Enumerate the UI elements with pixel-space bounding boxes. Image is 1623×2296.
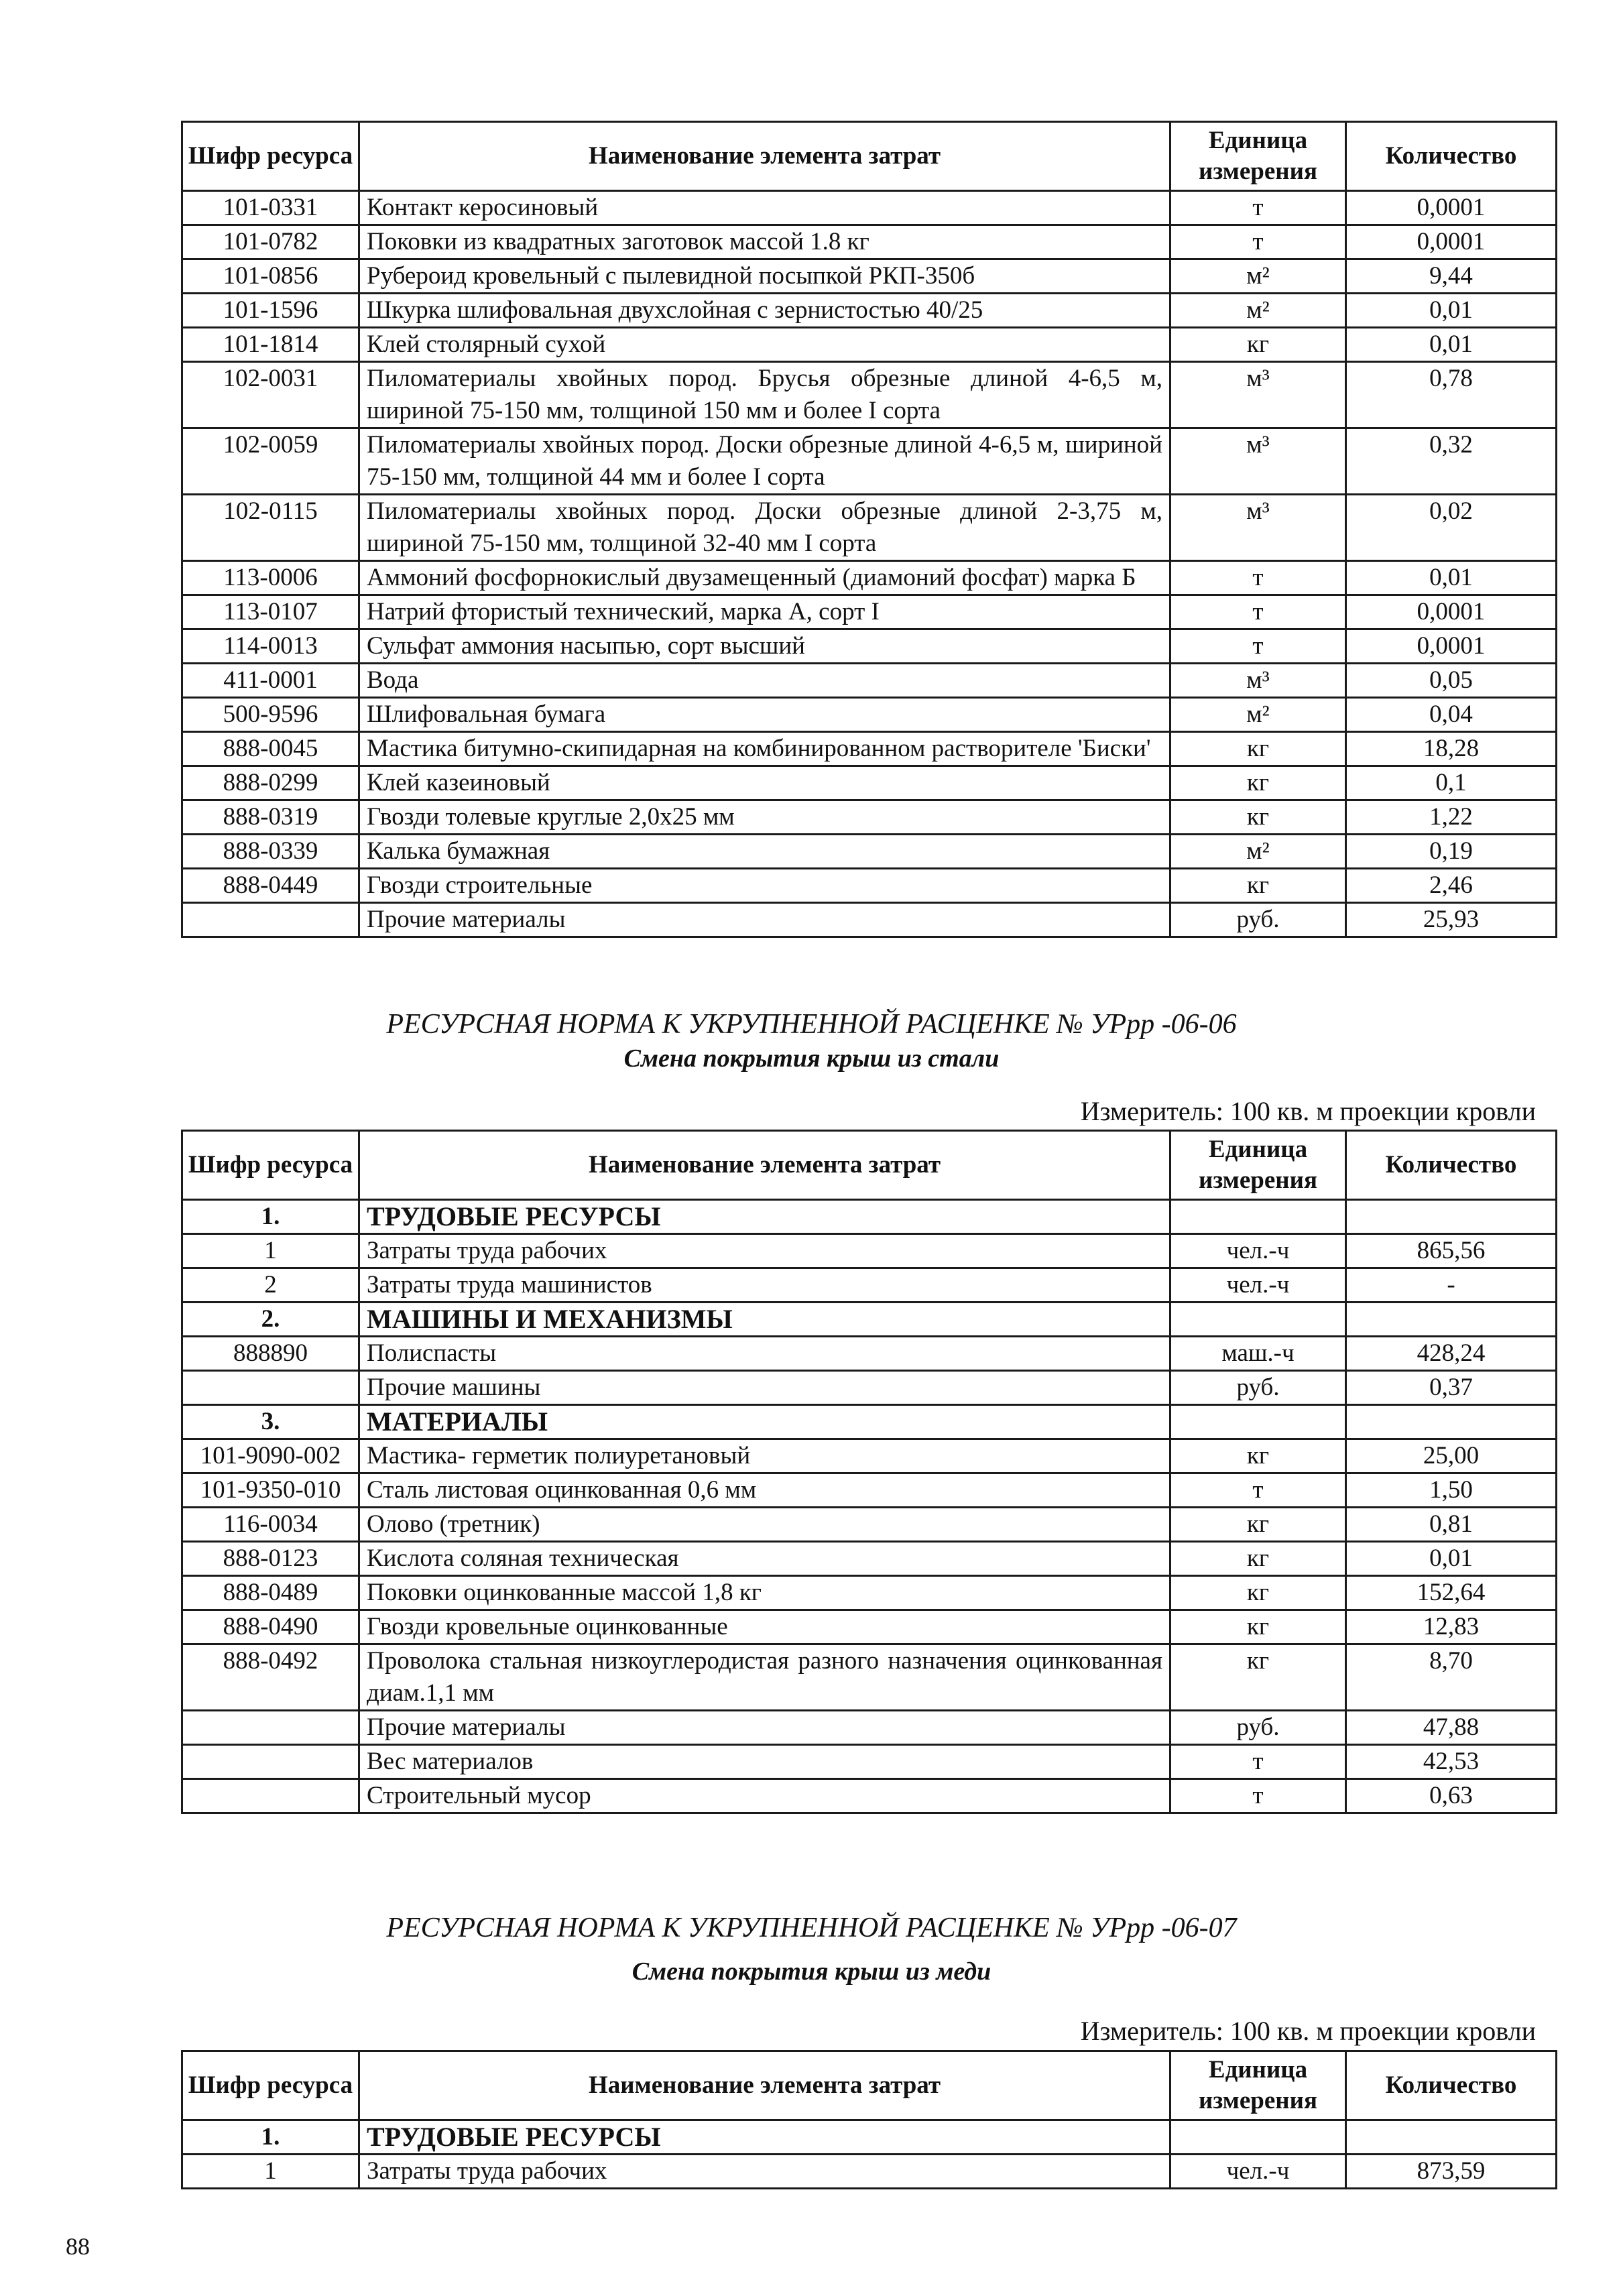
cell-qty: 0,02	[1346, 495, 1557, 561]
section-row	[182, 1405, 1557, 1439]
resources-table-3	[181, 2050, 1557, 2189]
table-header-row	[182, 1131, 1557, 1200]
cell-unit: т	[1170, 225, 1346, 259]
cell-qty: 873,59	[1346, 2155, 1557, 2189]
cell-code	[182, 1779, 359, 1813]
cell-qty: 8,70	[1346, 1644, 1557, 1711]
cell-name: Проволока стальная низкоуглеродистая разного назначения оцинкованная диам.1,1 мм	[359, 1644, 1170, 1711]
cell-name: Гвозди строительные	[359, 869, 1170, 903]
cell-name: Прочие машины	[359, 1371, 1170, 1405]
cell-qty: 865,56	[1346, 1234, 1557, 1268]
table-header-row	[182, 122, 1557, 191]
cell-code: 102-0115	[182, 495, 359, 561]
cell-qty: 42,53	[1346, 1745, 1557, 1779]
cell-unit: т	[1170, 595, 1346, 629]
table-row	[182, 1779, 1557, 1813]
cell-qty: 0,0001	[1346, 225, 1557, 259]
cell-qty: 0,1	[1346, 766, 1557, 800]
cell-unit: кг	[1170, 800, 1346, 835]
section-3-measurer: Измеритель: 100 кв. м проекции кровли	[1080, 2016, 1536, 2046]
header-qty: Количество	[1346, 1131, 1557, 1200]
cell-code: 101-9350-010	[182, 1473, 359, 1508]
cell-unit: м³	[1170, 362, 1346, 428]
cell-code	[182, 1371, 359, 1405]
cell-code: 888-0490	[182, 1610, 359, 1644]
cell-code: 101-0782	[182, 225, 359, 259]
cell-code: 888-0299	[182, 766, 359, 800]
cell-unit	[1170, 1303, 1346, 1337]
cell-unit: чел.-ч	[1170, 1268, 1346, 1303]
table-row	[182, 2155, 1557, 2189]
cell-code: 101-9090-002	[182, 1439, 359, 1473]
cell-unit: м²	[1170, 698, 1346, 732]
cell-qty: 47,88	[1346, 1711, 1557, 1745]
cell-qty: 0,37	[1346, 1371, 1557, 1405]
cell-name: Контакт керосиновый	[359, 191, 1170, 225]
section-row	[182, 1303, 1557, 1337]
cell-unit: кг	[1170, 766, 1346, 800]
section-2-heading: РЕСУРСНАЯ НОРМА К УКРУПНЕННОЙ РАСЦЕНКЕ № УРрр -06-06	[386, 1009, 1237, 1040]
cell-unit: кг	[1170, 732, 1346, 766]
cell-unit: т	[1170, 1745, 1346, 1779]
cell-unit: кг	[1170, 869, 1346, 903]
cell-name: Вода	[359, 664, 1170, 698]
table-row	[182, 732, 1557, 766]
cell-unit: м²	[1170, 835, 1346, 869]
cell-qty: 0,19	[1346, 835, 1557, 869]
cell-qty: 1,22	[1346, 800, 1557, 835]
cell-qty	[1346, 1200, 1557, 1234]
cell-qty: 428,24	[1346, 1337, 1557, 1371]
cell-name: Затраты труда рабочих	[359, 2155, 1170, 2189]
header-unit: Единица измерения	[1170, 122, 1346, 191]
cell-code	[182, 903, 359, 937]
table-row	[182, 1576, 1557, 1610]
cell-name: Клей казеиновый	[359, 766, 1170, 800]
cell-code: 500-9596	[182, 698, 359, 732]
cell-qty: 0,01	[1346, 328, 1557, 362]
cell-code: 888-0489	[182, 1576, 359, 1610]
table-row	[182, 1473, 1557, 1508]
cell-code: 888890	[182, 1337, 359, 1371]
table-row	[182, 903, 1557, 937]
cell-qty: 9,44	[1346, 259, 1557, 294]
cell-unit: т	[1170, 1473, 1346, 1508]
cell-name: Кислота соляная техническая	[359, 1542, 1170, 1576]
page-number: 88	[66, 2233, 90, 2260]
table-row	[182, 1644, 1557, 1711]
cell-code: 116-0034	[182, 1508, 359, 1542]
resources-table-2	[181, 1130, 1557, 1814]
cell-unit: т	[1170, 561, 1346, 595]
cell-qty: 0,78	[1346, 362, 1557, 428]
cell-name: Сталь листовая оцинкованная 0,6 мм	[359, 1473, 1170, 1508]
cell-unit: м²	[1170, 259, 1346, 294]
section-row	[182, 2120, 1557, 2155]
section-2-measurer: Измеритель: 100 кв. м проекции кровли	[1080, 1096, 1536, 1126]
cell-name: Строительный мусор	[359, 1779, 1170, 1813]
cell-qty: 0,0001	[1346, 629, 1557, 664]
header-code: Шифр ресурса	[182, 1131, 359, 1200]
cell-name: Калька бумажная	[359, 835, 1170, 869]
cell-qty: 0,04	[1346, 698, 1557, 732]
cell-unit: кг	[1170, 328, 1346, 362]
cell-name: Полиспасты	[359, 1337, 1170, 1371]
table-row	[182, 362, 1557, 428]
cell-name: ТРУДОВЫЕ РЕСУРСЫ	[359, 1200, 1170, 1234]
cell-name: Вес материалов	[359, 1745, 1170, 1779]
cell-unit: кг	[1170, 1542, 1346, 1576]
cell-name: ТРУДОВЫЕ РЕСУРСЫ	[359, 2120, 1170, 2155]
cell-name: Гвозди толевые круглые 2,0x25 мм	[359, 800, 1170, 835]
cell-code: 1.	[182, 2120, 359, 2155]
cell-unit: руб.	[1170, 1371, 1346, 1405]
table-row	[182, 766, 1557, 800]
cell-qty: 0,0001	[1346, 191, 1557, 225]
cell-code: 888-0339	[182, 835, 359, 869]
cell-qty: 0,01	[1346, 561, 1557, 595]
table-row	[182, 595, 1557, 629]
table-row	[182, 1234, 1557, 1268]
cell-code: 888-0449	[182, 869, 359, 903]
cell-name: Рубероид кровельный с пылевидной посыпкой РКП-350б	[359, 259, 1170, 294]
cell-unit: т	[1170, 191, 1346, 225]
table-row	[182, 629, 1557, 664]
cell-code	[182, 1745, 359, 1779]
cell-code: 113-0006	[182, 561, 359, 595]
cell-code: 101-1596	[182, 294, 359, 328]
header-unit: Единица измерения	[1170, 2051, 1346, 2120]
table-row	[182, 800, 1557, 835]
table-row	[182, 1542, 1557, 1576]
cell-unit: м³	[1170, 664, 1346, 698]
cell-name: МАТЕРИАЛЫ	[359, 1405, 1170, 1439]
cell-qty: 152,64	[1346, 1576, 1557, 1610]
cell-code: 888-0319	[182, 800, 359, 835]
cell-name: Поковки оцинкованные массой 1,8 кг	[359, 1576, 1170, 1610]
cell-unit: кг	[1170, 1508, 1346, 1542]
cell-code: 102-0059	[182, 428, 359, 495]
table-row	[182, 1268, 1557, 1303]
cell-name: Гвозди кровельные оцинкованные	[359, 1610, 1170, 1644]
cell-code	[182, 1711, 359, 1745]
cell-qty: 25,00	[1346, 1439, 1557, 1473]
cell-qty: 2,46	[1346, 869, 1557, 903]
cell-qty	[1346, 1303, 1557, 1337]
cell-name: Прочие материалы	[359, 903, 1170, 937]
cell-unit	[1170, 1405, 1346, 1439]
table-row	[182, 1337, 1557, 1371]
table-row	[182, 869, 1557, 903]
cell-qty: 0,01	[1346, 1542, 1557, 1576]
materials-table-1	[181, 121, 1557, 938]
section-3-subheading: Смена покрытия крыш из меди	[632, 1957, 991, 1986]
cell-unit: руб.	[1170, 903, 1346, 937]
cell-name: Мастика битумно-скипидарная на комбинированном растворителе 'Биски'	[359, 732, 1170, 766]
cell-unit: кг	[1170, 1576, 1346, 1610]
table-row	[182, 428, 1557, 495]
table-row	[182, 698, 1557, 732]
header-code: Шифр ресурса	[182, 122, 359, 191]
cell-name: Аммоний фосфорнокислый двузамещенный (диамоний фосфат) марка Б	[359, 561, 1170, 595]
cell-name: Сульфат аммония насыпью, сорт высший	[359, 629, 1170, 664]
cell-qty: 0,01	[1346, 294, 1557, 328]
cell-code: 888-0045	[182, 732, 359, 766]
cell-unit: маш.-ч	[1170, 1337, 1346, 1371]
cell-code: 101-0331	[182, 191, 359, 225]
cell-unit: руб.	[1170, 1711, 1346, 1745]
cell-code: 2	[182, 1268, 359, 1303]
header-name: Наименование элемента затрат	[359, 2051, 1170, 2120]
cell-qty: 0,0001	[1346, 595, 1557, 629]
cell-name: Поковки из квадратных заготовок массой 1.8 кг	[359, 225, 1170, 259]
table-row	[182, 495, 1557, 561]
header-name: Наименование элемента затрат	[359, 1131, 1170, 1200]
cell-code: 1	[182, 1234, 359, 1268]
cell-name: МАШИНЫ И МЕХАНИЗМЫ	[359, 1303, 1170, 1337]
table-row	[182, 561, 1557, 595]
cell-code: 101-0856	[182, 259, 359, 294]
cell-unit: кг	[1170, 1439, 1346, 1473]
cell-unit	[1170, 1200, 1346, 1234]
cell-code: 114-0013	[182, 629, 359, 664]
section-2-subheading: Смена покрытия крыш из стали	[623, 1044, 1000, 1073]
cell-code: 102-0031	[182, 362, 359, 428]
cell-qty: 0,32	[1346, 428, 1557, 495]
cell-code: 2.	[182, 1303, 359, 1337]
cell-qty: 12,83	[1346, 1610, 1557, 1644]
cell-unit: м³	[1170, 428, 1346, 495]
header-qty: Количество	[1346, 2051, 1557, 2120]
cell-qty	[1346, 2120, 1557, 2155]
cell-code: 1.	[182, 1200, 359, 1234]
cell-qty: 0,05	[1346, 664, 1557, 698]
cell-name: Затраты труда машинистов	[359, 1268, 1170, 1303]
table-row	[182, 294, 1557, 328]
cell-name: Пиломатериалы хвойных пород. Доски обрезные длиной 2-3,75 м, шириной 75-150 мм, толщиной 32-40 мм I сорта	[359, 495, 1170, 561]
cell-qty: 18,28	[1346, 732, 1557, 766]
cell-code: 888-0492	[182, 1644, 359, 1711]
table-row	[182, 1745, 1557, 1779]
cell-code: 1	[182, 2155, 359, 2189]
cell-name: Мастика- герметик полиуретановый	[359, 1439, 1170, 1473]
cell-name: Шкурка шлифовальная двухслойная с зернистостью 40/25	[359, 294, 1170, 328]
section-row	[182, 1200, 1557, 1234]
table-row	[182, 1711, 1557, 1745]
cell-qty: 25,93	[1346, 903, 1557, 937]
header-unit: Единица измерения	[1170, 1131, 1346, 1200]
cell-qty	[1346, 1405, 1557, 1439]
cell-unit: чел.-ч	[1170, 1234, 1346, 1268]
section-3-heading: РЕСУРСНАЯ НОРМА К УКРУПНЕННОЙ РАСЦЕНКЕ № УРрр -06-07	[386, 1913, 1237, 1943]
cell-name: Олово (третник)	[359, 1508, 1170, 1542]
table-row	[182, 1371, 1557, 1405]
cell-unit: т	[1170, 629, 1346, 664]
cell-unit: кг	[1170, 1610, 1346, 1644]
cell-code: 888-0123	[182, 1542, 359, 1576]
header-code: Шифр ресурса	[182, 2051, 359, 2120]
cell-code: 101-1814	[182, 328, 359, 362]
table-row	[182, 1439, 1557, 1473]
cell-code: 113-0107	[182, 595, 359, 629]
table-row	[182, 835, 1557, 869]
cell-name: Пиломатериалы хвойных пород. Брусья обрезные длиной 4-6,5 м, шириной 75-150 мм, толщиной 150 мм и более I сорта	[359, 362, 1170, 428]
cell-code: 411-0001	[182, 664, 359, 698]
cell-name: Натрий фтористый технический, марка А, сорт I	[359, 595, 1170, 629]
table-header-row	[182, 2051, 1557, 2120]
table-row	[182, 225, 1557, 259]
cell-name: Прочие материалы	[359, 1711, 1170, 1745]
cell-unit: м³	[1170, 495, 1346, 561]
table-row	[182, 328, 1557, 362]
table-row	[182, 191, 1557, 225]
cell-unit: чел.-ч	[1170, 2155, 1346, 2189]
cell-unit	[1170, 2120, 1346, 2155]
cell-qty: 0,63	[1346, 1779, 1557, 1813]
header-name: Наименование элемента затрат	[359, 122, 1170, 191]
table-row	[182, 259, 1557, 294]
header-qty: Количество	[1346, 122, 1557, 191]
cell-name: Клей столярный сухой	[359, 328, 1170, 362]
cell-unit: т	[1170, 1779, 1346, 1813]
cell-name: Затраты труда рабочих	[359, 1234, 1170, 1268]
cell-qty: -	[1346, 1268, 1557, 1303]
table-row	[182, 664, 1557, 698]
cell-unit: м²	[1170, 294, 1346, 328]
cell-qty: 0,81	[1346, 1508, 1557, 1542]
table-row	[182, 1508, 1557, 1542]
table-row	[182, 1610, 1557, 1644]
cell-qty: 1,50	[1346, 1473, 1557, 1508]
cell-name: Пиломатериалы хвойных пород. Доски обрезные длиной 4-6,5 м, шириной 75-150 мм, толщиной 44 мм и более I сорта	[359, 428, 1170, 495]
cell-unit: кг	[1170, 1644, 1346, 1711]
cell-code: 3.	[182, 1405, 359, 1439]
cell-name: Шлифовальная бумага	[359, 698, 1170, 732]
